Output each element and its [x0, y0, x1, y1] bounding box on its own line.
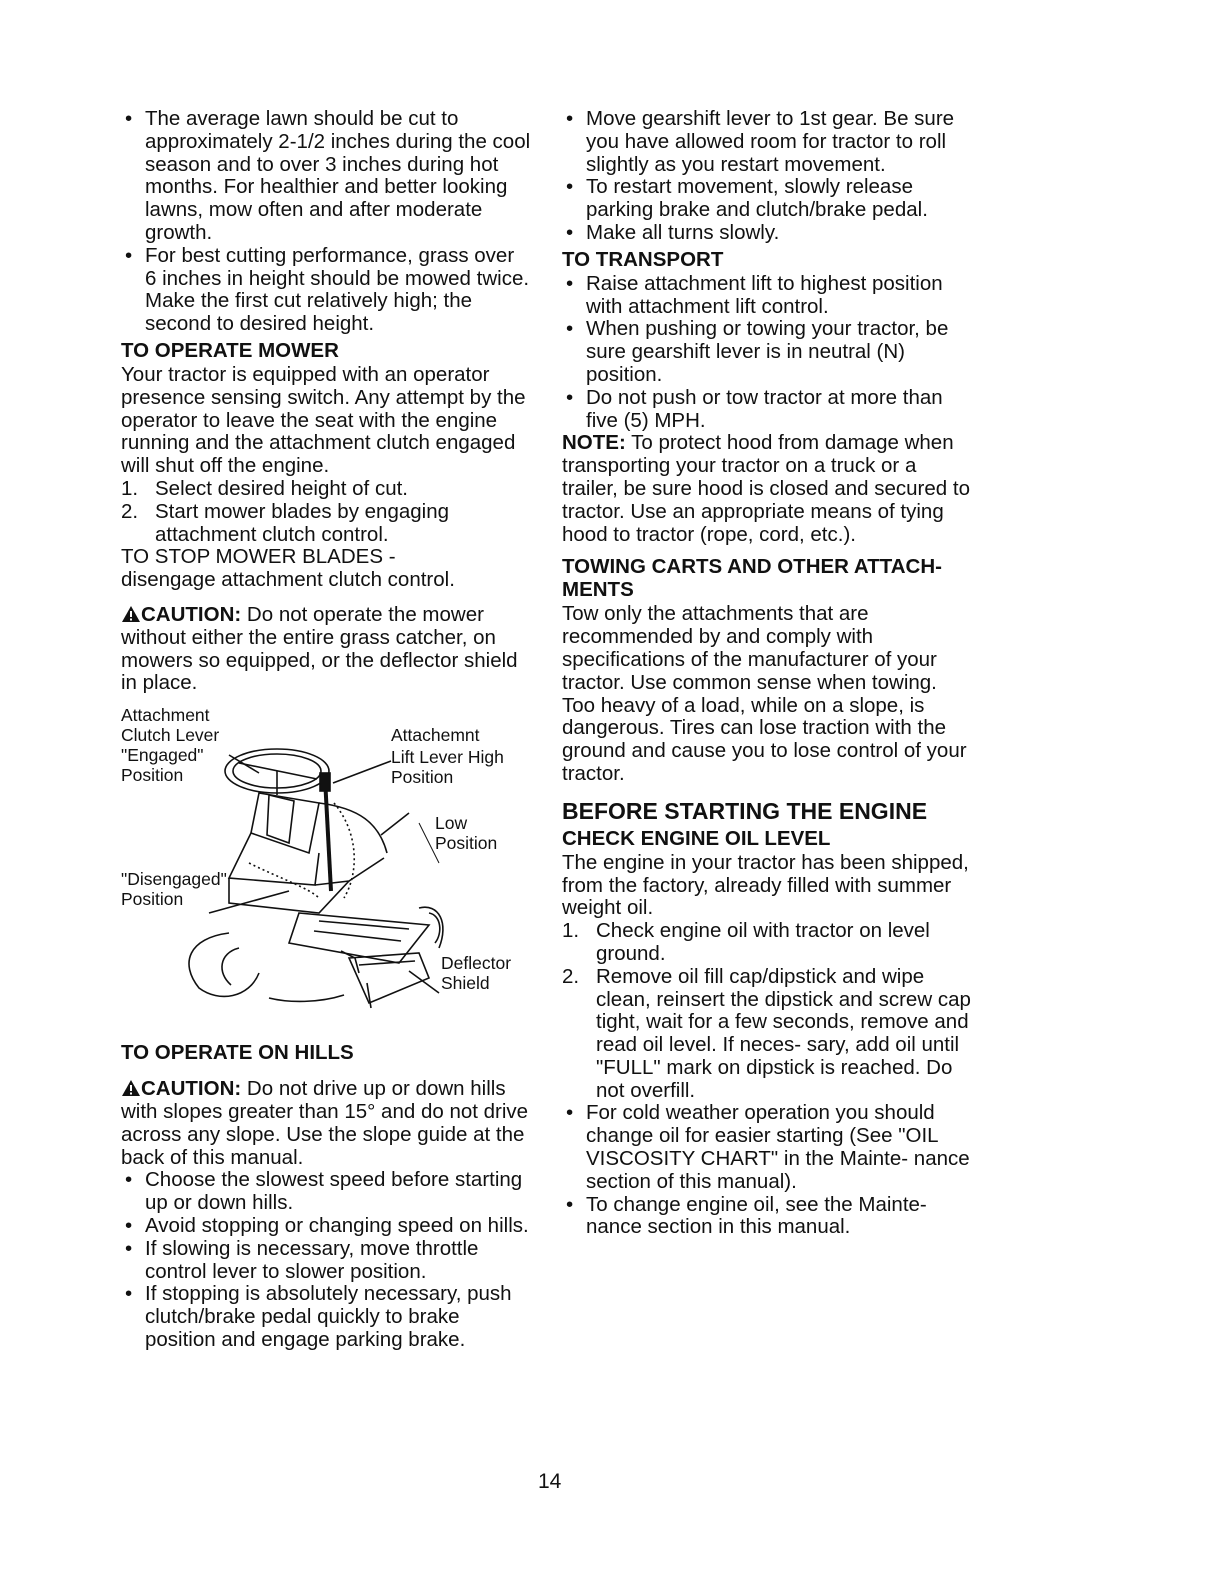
list-item: • Avoid stopping or changing speed on hills.: [121, 1215, 531, 1238]
step-text: Start mower blades by engaging attachment clutch control.: [155, 499, 450, 546]
hills-caution: [121, 1078, 531, 1169]
step-number: 2.: [121, 499, 139, 523]
caution-label: CAUTION:: [141, 1077, 242, 1101]
list-item: • Raise attachment lift to highest position with attachment lift control.: [562, 273, 974, 319]
step-number: 1.: [121, 476, 139, 500]
figure-label: Position: [121, 889, 184, 910]
operate-mower-heading: TO OPERATE MOWER: [121, 338, 339, 362]
list-item: • To change engine oil, see the Mainte- nance section in this manual.: [562, 1194, 974, 1240]
figure-label: Clutch Lever: [121, 725, 220, 746]
figure-label: "Disengaged": [121, 869, 227, 890]
figure-label: Lift Lever High: [391, 747, 504, 768]
stop-blades-instruction: disengage attachment clutch control.: [121, 568, 455, 592]
oil-bullet-list: [562, 1102, 974, 1239]
check-oil-heading: CHECK ENGINE OIL LEVEL: [562, 826, 831, 850]
list-item: • When pushing or towing your tractor, be sure gearshift lever is in neutral (N) position.: [562, 318, 974, 386]
list-item: • Choose the slowest speed before starting up or down hills.: [121, 1169, 531, 1215]
towing-heading: TOWING CARTS AND OTHER ATTACH- MENTS: [562, 555, 942, 602]
operate-hills-heading: TO OPERATE ON HILLS: [121, 1041, 354, 1065]
restart-bullet-list: [562, 108, 974, 245]
figure-label: Shield: [441, 973, 490, 994]
warning-triangle-icon: [121, 605, 141, 623]
list-item: • For best cutting performance, grass over 6 inches in height should be mowed twice. Make the first cut relatively high; the second to desired height.: [121, 245, 531, 336]
list-item: • To restart movement, slowly release parking brake and clutch/brake pedal.: [562, 176, 974, 222]
hills-bullet-list: [121, 1169, 531, 1351]
right-column: [562, 108, 974, 1239]
figure-label: Position: [391, 767, 454, 788]
step-text: Select desired height of cut.: [155, 476, 408, 500]
transport-bullet-list: [562, 273, 974, 433]
transport-heading: TO TRANSPORT: [562, 247, 724, 271]
left-column: [121, 108, 531, 1352]
figure-label: Low: [435, 813, 468, 834]
note-text: To protect hood from damage when transporting your tractor on a truck or a trailer, be sure hood is closed and secured to tractor. Use an appropriate means of tying hood to tractor (rope, cord, etc.).: [562, 431, 970, 546]
list-item: • Do not push or tow tractor at more than five (5) MPH.: [562, 387, 974, 433]
step-number: 2.: [562, 964, 580, 988]
figure-label: Position: [435, 833, 498, 854]
step-number: 1.: [562, 919, 580, 943]
before-starting-heading: BEFORE STARTING THE ENGINE: [562, 797, 928, 824]
list-item: [562, 966, 974, 1103]
oil-steps: [562, 920, 974, 1102]
list-item: [562, 920, 974, 966]
warning-triangle-icon: [121, 1079, 141, 1097]
step-text: Check engine oil with tractor on level ground.: [596, 919, 930, 965]
figure-label: Attachment: [121, 705, 210, 726]
list-item: • If slowing is necessary, move throttle control lever to slower position.: [121, 1238, 531, 1284]
list-item: • Move gearshift lever to 1st gear. Be sure you have allowed room for tractor to roll slightly as you restart movement.: [562, 108, 974, 176]
step-text: Remove oil fill cap/dipstick and wipe clean, reinsert the dipstick and screw cap tight, wait for a few seconds, remove and read oil level. If neces- sary, add oil until "FULL" mark on dipstick is reached. Do not overfill.: [596, 964, 971, 1102]
figure-label: Deflector: [441, 953, 512, 974]
list-item: [121, 501, 531, 547]
caution-label: CAUTION:: [141, 602, 242, 626]
caution-text: Do not operate the mower without either the entire grass catcher, on mowers so equipped, or the deflector shield in place.: [121, 602, 518, 695]
intro-bullet-list: [121, 108, 531, 336]
stop-blades-line: TO STOP MOWER BLADES -: [121, 545, 396, 569]
operate-mower-steps: [121, 478, 531, 546]
operate-mower-paragraph: Your tractor is equipped with an operator presence sensing switch. Any attempt by the operator to leave the seat with the engine running and the attachment clutch engaged will shut off the engine.: [121, 362, 526, 478]
transport-note: [562, 432, 974, 546]
list-item: • For cold weather operation you should change oil for easier starting (See "OIL VISCOSITY CHART" in the Mainte- nance section of this manual).: [562, 1102, 974, 1193]
figure-label: "Engaged": [121, 745, 204, 766]
mower-controls-figure: [119, 703, 539, 1023]
caution-text: Do not drive up or down hills with slopes greater than 15° and do not drive across any slope. Use the slope guide at the back of this manual.: [121, 1077, 529, 1169]
list-item: • If stopping is absolutely necessary, push clutch/brake pedal quickly to brake position and engage parking brake.: [121, 1283, 531, 1351]
page-number: 14: [538, 1470, 562, 1493]
list-item: • Make all turns slowly.: [562, 222, 974, 245]
list-item: • The average lawn should be cut to approximately 2-1/2 inches during the cool season and to over 3 inches during hot months. For healthier and better looking lawns, mow often and after moderate growth.: [121, 108, 531, 245]
mower-caution: [121, 604, 531, 695]
towing-paragraph: Tow only the attachments that are recommended by and comply with specifications of the manufacturer of your tractor. Use common sense when towing. Too heavy of a load, while on a slope, is dangerous. Tires can lose traction with the ground and cause you to lose control of your tractor.: [562, 602, 967, 785]
list-item: [121, 478, 531, 501]
figure-label: Attachemnt: [391, 725, 480, 746]
note-label: NOTE:: [562, 431, 626, 455]
figure-label: Position: [121, 765, 184, 786]
oil-paragraph: The engine in your tractor has been shipped, from the factory, already filled with summer weight oil.: [562, 850, 969, 920]
